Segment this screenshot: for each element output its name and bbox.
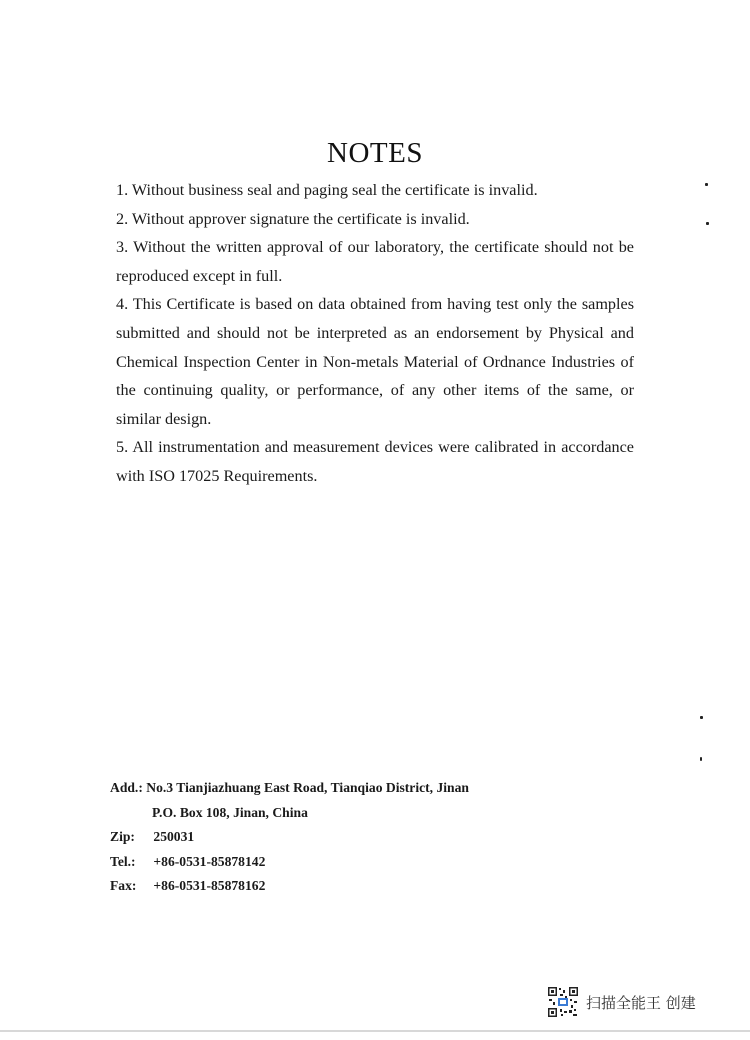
address-line-1: No.3 Tianjiazhuang East Road, Tianqiao District, Jinan [146,780,469,795]
page-bottom-edge [0,1030,750,1032]
tel-value: +86-0531-85878142 [153,853,266,869]
fax-label: Fax: [110,878,137,893]
scan-speck [700,757,702,761]
fax-row [110,874,530,899]
note-item-1: 1. Without business seal and paging seal the certificate is invalid. [116,181,538,199]
address-row [110,776,530,801]
notes-list [116,176,634,491]
zip-row [110,825,530,850]
note-item-3: 3. Without the written approval of our laboratory, the certificate should not be reproduced except in full. [116,238,634,285]
scanner-label: 扫描全能王 创建 [586,993,696,1012]
contact-block [110,776,530,899]
scan-speck [706,222,709,225]
zip-value: 250031 [153,829,195,844]
note-item-5: 5. All instrumentation and measurement devices were calibrated in accordance with ISO 17025 Requirements. [116,438,634,485]
address-label: Add.: [110,780,143,795]
qr-code-icon [547,986,579,1018]
scan-speck [700,716,703,719]
scan-speck [705,183,708,186]
zip-label: Zip: [110,829,135,844]
address-row-2 [110,801,530,826]
note-item-4: 4. This Certificate is based on data obtained from having test only the samples submitted and should not be interpreted as an endorsement by Physical and Chemical Inspection Center in Non-metals Material of Ordnance Industries of the continuing quality, or performance, of any other items of the same, or similar design. [116,295,634,428]
note-item-2: 2. Without approver signature the certificate is invalid. [116,209,470,228]
tel-label: Tel.: [110,853,136,869]
fax-value: +86-0531-85878162 [153,878,266,893]
tel-row [110,850,530,875]
page-title: NOTES [327,137,423,169]
address-line-2: P.O. Box 108, Jinan, China [152,804,308,820]
scanner-watermark [547,985,696,1019]
